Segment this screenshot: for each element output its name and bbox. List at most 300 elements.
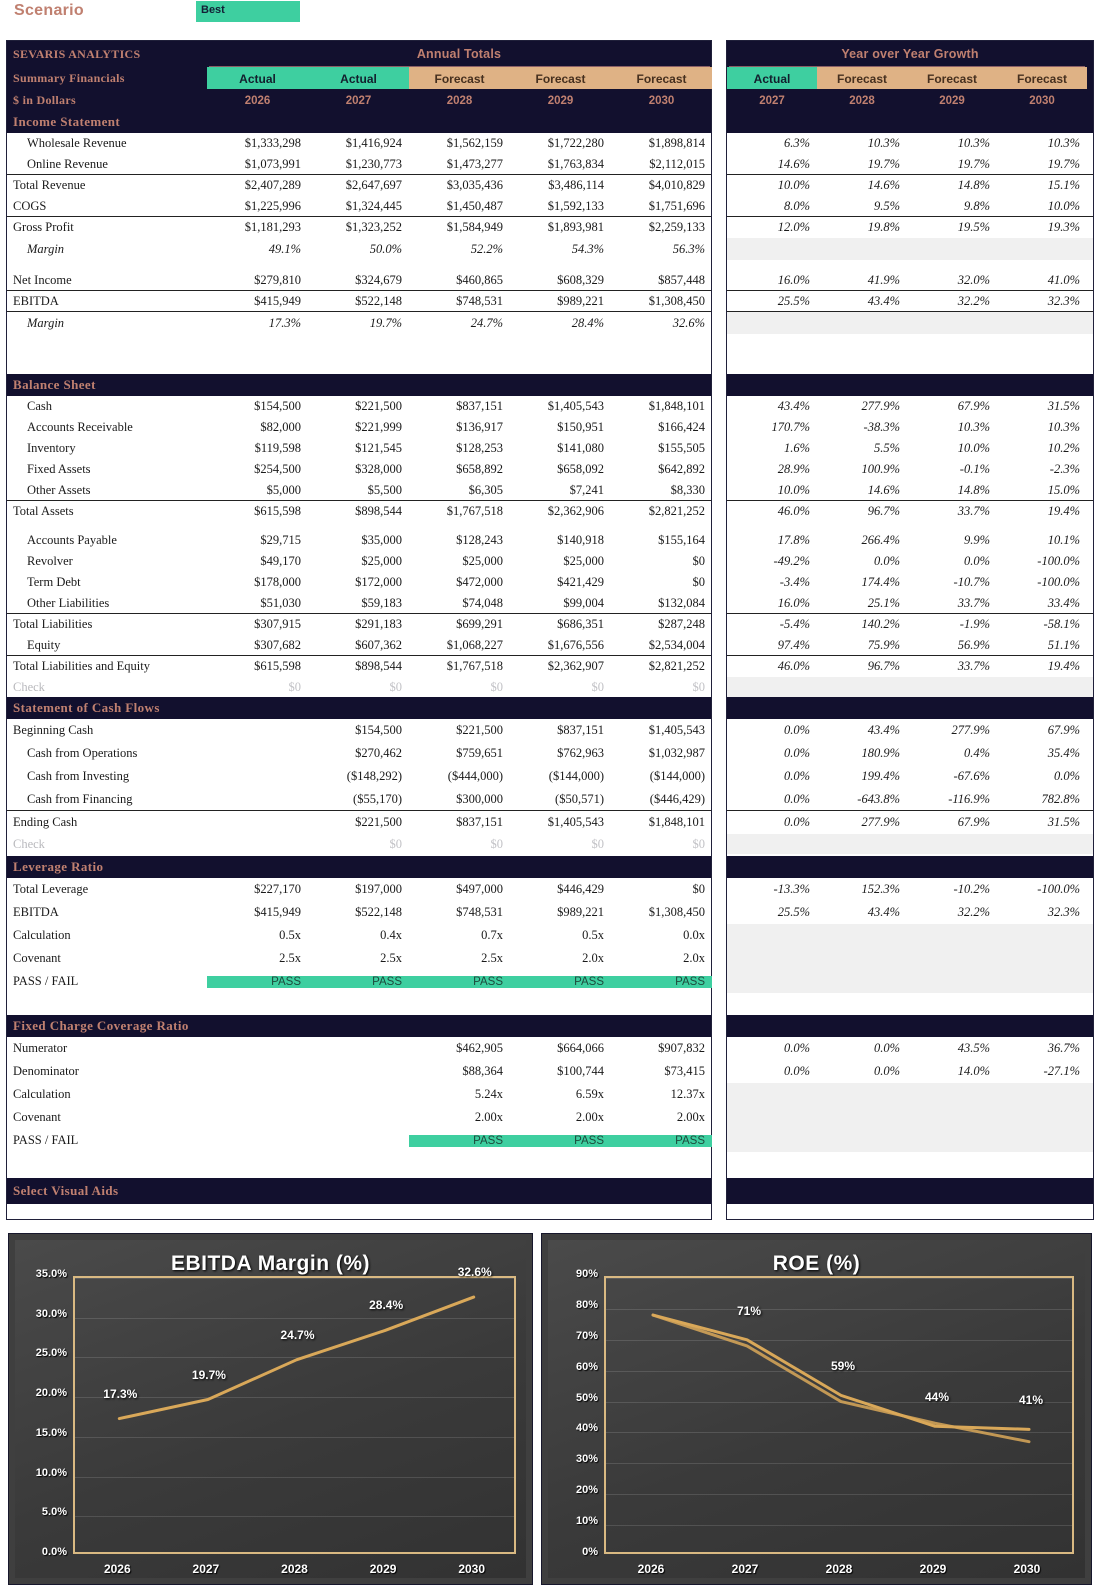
- cell-cash-financing-2027: ($55,170): [353, 791, 402, 806]
- cell-other-liabilities-2030: $132,084: [658, 595, 705, 610]
- yoy-cell-wholesale-revenue-2029: 10.3%: [957, 136, 990, 150]
- chart-y-tick: 25.0%: [35, 1347, 67, 1360]
- yoy-cell-revolver-2027: -49.2%: [773, 554, 810, 568]
- row-label-cash-investing: Cash from Investing: [27, 769, 130, 783]
- yoy-cell-inventory-2028: 5.5%: [873, 441, 900, 455]
- yoy-cell-equity-2027: 97.4%: [777, 637, 810, 652]
- yoy-cell-other-assets-2027: 10.0%: [777, 482, 810, 497]
- yoy-row-fccr-passfail: [727, 1129, 1093, 1152]
- cell-wholesale-revenue-2026: $1,333,298: [244, 136, 301, 150]
- section-title-balance-sheet: Balance Sheet: [13, 377, 96, 392]
- yoy-cell-total-liab-equity-2030: 19.4%: [1047, 659, 1080, 673]
- cell-lev-calculation-2028: 0.7x: [481, 928, 503, 942]
- yoy-cell-accounts-receivable-2029: 10.3%: [957, 420, 990, 434]
- yoy-cell-total-assets-2028: 96.7%: [867, 504, 900, 518]
- ebitda-margin-chart-canvas: [15, 1240, 526, 1578]
- cell-cash-2026: $154,500: [254, 399, 301, 413]
- yoy-row-fccr-calculation: [727, 1083, 1093, 1106]
- table-row-net-income: [7, 270, 711, 291]
- table-row-fccr-covenant: [7, 1106, 711, 1129]
- chart-y-tick: 20.0%: [35, 1387, 67, 1400]
- chart-y-tick: 90%: [575, 1268, 598, 1280]
- table-row-total-liab-equity: [7, 656, 711, 677]
- yoy-row-gross-margin: [727, 238, 1093, 260]
- cell-fccr-passfail-2028: PASS: [409, 1135, 510, 1147]
- row-label-wholesale-revenue: Wholesale Revenue: [27, 136, 127, 150]
- cell-term-debt-2030: $0: [692, 575, 705, 589]
- yoy-cell-cash-2029: 67.9%: [957, 399, 990, 413]
- cell-lev-covenant-2027: 2.5x: [380, 951, 402, 965]
- yoy-cell-total-assets-2029: 33.7%: [957, 504, 990, 518]
- chart-series-group: [75, 1278, 516, 1554]
- scenario-selector[interactable]: Best: [196, 1, 300, 22]
- table-row-cash-operations: [7, 742, 711, 765]
- ebitda-margin-chart[interactable]: [8, 1233, 533, 1585]
- yoy-cell-ending-cash-2029: 67.9%: [957, 815, 990, 829]
- units-label: $ in Dollars: [13, 92, 76, 107]
- yoy-cell-total-liabilities-2027: -5.4%: [779, 617, 810, 631]
- row-label-lev-ebitda: EBITDA: [13, 905, 59, 919]
- cell-lev-passfail-2029: PASS: [510, 976, 611, 988]
- cell-bs-check-2029: $0: [591, 679, 604, 694]
- chart-data-label: 44%: [925, 1390, 950, 1405]
- cell-inventory-2026: $119,598: [254, 441, 301, 455]
- table-row-online-revenue: [7, 154, 711, 175]
- yoy-row-total-assets: [727, 501, 1093, 522]
- right-column-year-2028: 2028: [849, 95, 875, 107]
- chart-line-series: [653, 1315, 1029, 1442]
- scenario-bar: [0, 0, 1100, 30]
- cell-online-revenue-2027: $1,230,773: [345, 156, 402, 171]
- yoy-cell-cash-2027: 43.4%: [777, 399, 810, 413]
- cell-inventory-2029: $141,080: [557, 441, 604, 455]
- row-label-inventory: Inventory: [27, 441, 76, 455]
- yoy-row-other-assets: [727, 480, 1093, 501]
- yoy-cell-beginning-cash-2028: 43.4%: [867, 723, 900, 737]
- chart-plot-area: [604, 1276, 1074, 1554]
- left-column-type-row: [7, 67, 711, 89]
- table-row-total-leverage: [7, 878, 711, 901]
- cell-revolver-2029: $25,000: [563, 554, 604, 568]
- yoy-cell-cash-financing-2029: -116.9%: [948, 791, 990, 806]
- section-header-cash-flows-yoy: [727, 697, 1093, 719]
- cell-bs-check-2026: $0: [288, 679, 301, 694]
- cell-lev-covenant-2028: 2.5x: [481, 951, 503, 965]
- cell-gross-margin-2027: 50.0%: [369, 241, 402, 256]
- yoy-row-equity: [727, 635, 1093, 656]
- cell-fccr-covenant-2029: 2.00x: [575, 1110, 604, 1124]
- row-label-term-debt: Term Debt: [27, 575, 81, 589]
- cell-cash-investing-2027: ($148,292): [346, 769, 402, 783]
- chart-x-tick: 2030: [1013, 1562, 1041, 1576]
- cell-beginning-cash-2028: $221,500: [456, 723, 503, 737]
- yoy-cell-fccr-numerator-2029: 43.5%: [957, 1041, 990, 1055]
- section-header-visual-aids-yoy: [727, 1178, 1093, 1204]
- yoy-row-inventory: [727, 438, 1093, 459]
- cell-lev-covenant-2026: 2.5x: [279, 951, 301, 965]
- chart-y-tick: 40%: [575, 1422, 598, 1435]
- left-column-type-2027: Actual: [308, 67, 409, 89]
- yoy-cell-total-liab-equity-2029: 33.7%: [957, 659, 990, 673]
- yoy-row-lev-ebitda: [727, 901, 1093, 924]
- yoy-cell-lev-ebitda-2029: 32.2%: [957, 905, 990, 919]
- cell-ebitda-2029: $989,221: [557, 293, 604, 308]
- chart-y-tick: 10%: [575, 1515, 598, 1528]
- row-label-fixed-assets: Fixed Assets: [27, 462, 91, 476]
- cell-revolver-2028: $25,000: [462, 554, 503, 568]
- row-label-lev-covenant: Covenant: [13, 951, 61, 965]
- cell-lev-passfail-2028: PASS: [409, 976, 510, 988]
- cell-cogs-2029: $1,592,133: [547, 198, 604, 213]
- cell-gross-profit-2026: $1,181,293: [244, 220, 301, 234]
- chart-y-tick: 70%: [575, 1329, 598, 1342]
- left-column-year-2027: 2027: [345, 95, 372, 107]
- cell-online-revenue-2029: $1,763,834: [547, 156, 604, 171]
- yoy-cell-ending-cash-2027: 0.0%: [783, 815, 810, 829]
- chart-y-tick: 20%: [575, 1484, 598, 1497]
- yoy-row-gross-profit: [727, 217, 1093, 238]
- row-label-bs-check: Check: [13, 679, 45, 694]
- yoy-cell-net-income-2029: 32.0%: [957, 272, 990, 287]
- cell-other-assets-2027: $5,500: [367, 482, 402, 497]
- section-header-fccr: [7, 1015, 711, 1037]
- chart-y-tick: 60%: [575, 1360, 598, 1373]
- row-label-total-assets: Total Assets: [13, 504, 74, 518]
- chart-y-tick: 30.0%: [35, 1307, 67, 1320]
- cell-total-liab-equity-2026: $615,598: [254, 659, 301, 673]
- cell-ebitda-margin-2026: 17.3%: [268, 315, 301, 330]
- yoy-cell-wholesale-revenue-2028: 10.3%: [867, 136, 900, 150]
- cell-term-debt-2027: $172,000: [355, 575, 402, 589]
- chart-data-label: 19.7%: [191, 1367, 226, 1382]
- left-column-type-2028: Forecast: [409, 67, 510, 89]
- yoy-cell-online-revenue-2029: 19.7%: [957, 156, 990, 171]
- cell-total-liabilities-2030: $287,248: [658, 617, 705, 631]
- cell-total-assets-2030: $2,821,252: [648, 504, 705, 518]
- table-row-fixed-assets: [7, 459, 711, 480]
- cell-net-income-2027: $324,679: [355, 272, 402, 287]
- row-label-accounts-receivable: Accounts Receivable: [27, 420, 133, 434]
- row-label-lev-calculation: Calculation: [13, 928, 71, 942]
- yoy-cell-cogs-2029: 9.8%: [963, 198, 990, 213]
- yoy-cell-gross-profit-2030: 19.3%: [1047, 220, 1080, 234]
- yoy-cell-cash-financing-2030: 782.8%: [1041, 791, 1080, 806]
- table-row-total-liabilities: [7, 614, 711, 635]
- cell-accounts-receivable-2030: $166,424: [658, 420, 705, 434]
- cell-fccr-passfail-2029: PASS: [510, 1135, 611, 1147]
- cell-other-liabilities-2026: $51,030: [260, 595, 301, 610]
- chart-x-tick: 2027: [731, 1562, 759, 1576]
- yoy-cell-inventory-2030: 10.2%: [1047, 441, 1080, 455]
- table-row-ebitda-margin: [7, 312, 711, 334]
- row-label-ebitda-margin: Margin: [27, 315, 65, 330]
- cell-total-leverage-2030: $0: [692, 882, 705, 896]
- yoy-row-ebitda-margin: [727, 312, 1093, 334]
- cell-total-liab-equity-2029: $2,362,907: [547, 659, 604, 673]
- cell-beginning-cash-2027: $154,500: [355, 723, 402, 737]
- yoy-row-other-liabilities: [727, 593, 1093, 614]
- yoy-cell-ebitda-2028: 43.4%: [867, 293, 900, 308]
- cell-total-revenue-2030: $4,010,829: [648, 178, 705, 192]
- cell-total-liabilities-2029: $686,351: [557, 617, 604, 631]
- right-column-type-2028: Forecast: [817, 67, 907, 89]
- cell-total-liab-equity-2030: $2,821,252: [648, 659, 705, 673]
- section-title-income-statement: Income Statement: [13, 114, 121, 129]
- yoy-cell-cogs-2030: 10.0%: [1047, 198, 1080, 213]
- right-column-year-2030: 2030: [1029, 95, 1055, 107]
- right-column-type-2027: Actual: [727, 67, 817, 89]
- cell-cash-operations-2028: $759,651: [456, 746, 503, 760]
- cell-revolver-2030: $0: [692, 554, 705, 568]
- yoy-row-fccr-covenant: [727, 1106, 1093, 1129]
- cell-gross-margin-2029: 54.3%: [571, 241, 604, 256]
- yoy-cell-cash-investing-2030: 0.0%: [1053, 769, 1080, 783]
- annual-totals-panel: [6, 40, 712, 1220]
- yoy-row-total-revenue: [727, 175, 1093, 196]
- yoy-cell-cogs-2027: 8.0%: [783, 198, 810, 213]
- cell-wholesale-revenue-2029: $1,722,280: [547, 136, 604, 150]
- cell-other-assets-2029: $7,241: [569, 482, 604, 497]
- right-column-year-2029: 2029: [939, 95, 965, 107]
- row-label-cf-check: Check: [13, 836, 45, 851]
- yoy-cell-total-revenue-2027: 10.0%: [777, 178, 810, 192]
- cell-other-assets-2030: $8,330: [670, 482, 705, 497]
- cell-online-revenue-2030: $2,112,015: [649, 156, 705, 171]
- yoy-cell-cash-financing-2028: -643.8%: [857, 791, 900, 806]
- cell-total-leverage-2029: $446,429: [557, 882, 604, 896]
- cell-wholesale-revenue-2027: $1,416,924: [345, 136, 402, 150]
- cell-total-revenue-2028: $3,035,436: [446, 178, 503, 192]
- cell-term-debt-2026: $178,000: [254, 575, 301, 589]
- yoy-cell-total-leverage-2029: -10.2%: [953, 882, 990, 896]
- cell-fixed-assets-2030: $642,892: [658, 462, 705, 476]
- cell-fixed-assets-2028: $658,892: [456, 462, 503, 476]
- left-income-statement-header: [7, 111, 711, 133]
- company-name: SEVARIS ANALYTICS: [13, 46, 141, 61]
- cell-total-liab-equity-2028: $1,767,518: [446, 659, 503, 673]
- cell-lev-calculation-2027: 0.4x: [380, 928, 402, 942]
- yoy-cell-total-revenue-2030: 15.1%: [1047, 178, 1080, 192]
- yoy-row-cash-operations: [727, 742, 1093, 765]
- table-row-lev-calculation: [7, 924, 711, 947]
- cell-equity-2027: $607,362: [355, 637, 402, 652]
- right-column-type-row: [727, 67, 1093, 89]
- yoy-cell-total-revenue-2028: 14.6%: [867, 178, 900, 192]
- cell-gross-margin-2028: 52.2%: [470, 241, 503, 256]
- chart-data-label: 17.3%: [103, 1386, 138, 1401]
- table-row-cash: [7, 396, 711, 417]
- yoy-cell-ending-cash-2028: 277.9%: [861, 815, 900, 829]
- cell-total-assets-2027: $898,544: [355, 504, 402, 518]
- left-column-year-2026: 2026: [244, 95, 271, 107]
- yoy-cell-total-leverage-2027: -13.3%: [773, 882, 810, 896]
- table-row-gross-margin: [7, 238, 711, 260]
- section-header-cash-flows: [7, 697, 711, 719]
- row-label-lev-passfail: PASS / FAIL: [13, 974, 79, 988]
- cell-total-leverage-2026: $227,170: [254, 882, 301, 896]
- yoy-cell-accounts-receivable-2028: -38.3%: [863, 420, 900, 434]
- row-label-total-revenue: Total Revenue: [13, 178, 86, 192]
- yoy-cell-fccr-denominator-2029: 14.0%: [957, 1064, 990, 1078]
- row-label-total-liab-equity: Total Liabilities and Equity: [13, 659, 150, 673]
- yoy-row-total-leverage: [727, 878, 1093, 901]
- yoy-cell-cash-investing-2029: -67.6%: [953, 769, 990, 783]
- chart-y-tick: 80%: [575, 1298, 598, 1311]
- chart-data-label: 59%: [831, 1359, 856, 1374]
- table-row-equity: [7, 635, 711, 656]
- row-label-cogs: COGS: [13, 198, 47, 213]
- yoy-cell-equity-2029: 56.9%: [957, 637, 990, 652]
- cell-cash-operations-2027: $270,462: [355, 746, 402, 760]
- cell-equity-2029: $1,676,556: [547, 637, 604, 652]
- yoy-row-bs-check: [727, 677, 1093, 697]
- cell-accounts-payable-2028: $128,243: [456, 533, 503, 547]
- row-label-cash-financing: Cash from Financing: [27, 791, 133, 806]
- cell-ending-cash-2028: $837,151: [456, 815, 503, 829]
- section-title-fccr: Fixed Charge Coverage Ratio: [13, 1018, 189, 1033]
- cell-fccr-numerator-2029: $664,066: [557, 1041, 604, 1055]
- cell-ebitda-2030: $1,308,450: [648, 293, 705, 308]
- chart-y-tick: 5.0%: [41, 1506, 67, 1519]
- cell-fccr-numerator-2030: $907,832: [658, 1041, 705, 1055]
- yoy-cell-total-leverage-2028: 152.3%: [861, 882, 900, 896]
- yoy-cell-cash-2028: 277.9%: [861, 399, 900, 413]
- yoy-cell-ebitda-2027: 25.5%: [777, 293, 810, 308]
- cell-fixed-assets-2027: $328,000: [355, 462, 402, 476]
- cell-accounts-payable-2030: $155,164: [658, 533, 705, 547]
- yoy-cell-cogs-2028: 9.5%: [873, 198, 900, 213]
- yoy-cell-cash-operations-2029: 0.4%: [963, 746, 990, 760]
- yoy-cell-total-assets-2027: 46.0%: [777, 504, 810, 518]
- cell-gross-profit-2028: $1,584,949: [446, 220, 503, 234]
- cell-ebitda-2028: $748,531: [456, 293, 503, 308]
- roe-chart[interactable]: [541, 1233, 1092, 1585]
- section-title-visual-aids: Select Visual Aids: [13, 1183, 119, 1198]
- table-row-accounts-receivable: [7, 417, 711, 438]
- yoy-cell-term-debt-2027: -3.4%: [779, 575, 810, 589]
- cell-net-income-2030: $857,448: [658, 272, 705, 287]
- yoy-cell-inventory-2029: 10.0%: [957, 441, 990, 455]
- chart-y-tick: 0.0%: [41, 1546, 67, 1558]
- row-label-revolver: Revolver: [27, 554, 73, 568]
- yoy-cell-net-income-2028: 41.9%: [867, 272, 900, 287]
- row-label-fccr-numerator: Numerator: [13, 1041, 68, 1055]
- table-row-other-assets: [7, 480, 711, 501]
- cell-wholesale-revenue-2028: $1,562,159: [446, 136, 503, 150]
- cell-bs-check-2027: $0: [389, 679, 402, 694]
- yoy-cell-term-debt-2029: -10.7%: [953, 575, 990, 589]
- chart-x-tick: 2026: [637, 1562, 665, 1576]
- cell-fccr-passfail-2030: PASS: [611, 1135, 712, 1147]
- yoy-row-revolver: [727, 551, 1093, 572]
- right-band-title: Year over Year Growth: [841, 47, 979, 61]
- yoy-cell-lev-ebitda-2027: 25.5%: [777, 905, 810, 919]
- section-header-leverage-yoy: [727, 856, 1093, 878]
- cell-cf-check-2027: $0: [389, 836, 402, 851]
- cell-accounts-receivable-2027: $221,999: [355, 420, 402, 434]
- cell-accounts-payable-2026: $29,715: [260, 533, 301, 547]
- chart-series-group: [606, 1278, 1074, 1554]
- yoy-row-fixed-assets: [727, 459, 1093, 480]
- cell-inventory-2030: $155,505: [658, 441, 705, 455]
- yoy-cell-other-liabilities-2030: 33.4%: [1047, 595, 1080, 610]
- cell-total-liabilities-2027: $291,183: [355, 617, 402, 631]
- yoy-cell-accounts-payable-2029: 9.9%: [963, 533, 990, 547]
- section-title-cash-flows: Statement of Cash Flows: [13, 700, 160, 715]
- yoy-cell-cash-financing-2027: 0.0%: [783, 791, 810, 806]
- table-row-total-assets: [7, 501, 711, 522]
- cell-other-liabilities-2027: $59,183: [361, 595, 402, 610]
- section-header-visual-aids: [7, 1178, 711, 1204]
- cell-fccr-covenant-2030: 2.00x: [676, 1110, 705, 1124]
- yoy-cell-online-revenue-2027: 14.6%: [777, 156, 810, 171]
- yoy-cell-other-liabilities-2027: 16.0%: [777, 595, 810, 610]
- cell-total-assets-2028: $1,767,518: [446, 504, 503, 518]
- yoy-row-total-liabilities: [727, 614, 1093, 635]
- yoy-cell-other-liabilities-2028: 25.1%: [867, 595, 900, 610]
- left-band-title-row: [7, 41, 711, 67]
- yoy-cell-ending-cash-2030: 31.5%: [1047, 815, 1080, 829]
- cell-cogs-2028: $1,450,487: [446, 198, 503, 213]
- cell-equity-2030: $2,534,004: [648, 637, 705, 652]
- cell-fccr-calculation-2028: 5.24x: [474, 1087, 503, 1101]
- cell-fccr-numerator-2028: $462,905: [456, 1041, 503, 1055]
- cell-total-assets-2029: $2,362,906: [547, 504, 604, 518]
- cell-total-assets-2026: $615,598: [254, 504, 301, 518]
- yoy-cell-inventory-2027: 1.6%: [783, 441, 810, 455]
- row-label-ending-cash: Ending Cash: [13, 815, 78, 829]
- yoy-cell-accounts-payable-2028: 266.4%: [861, 533, 900, 547]
- table-row-ending-cash: [7, 811, 711, 834]
- row-label-gross-margin: Margin: [27, 241, 65, 256]
- cell-cash-operations-2029: $762,963: [557, 746, 604, 760]
- table-row-cash-investing: [7, 765, 711, 788]
- yoy-cell-accounts-receivable-2027: 170.7%: [771, 420, 810, 434]
- cell-cash-financing-2028: $300,000: [456, 791, 503, 806]
- yoy-cell-other-assets-2029: 14.8%: [957, 482, 990, 497]
- cell-fccr-covenant-2028: 2.00x: [474, 1110, 503, 1124]
- yoy-cell-other-assets-2028: 14.6%: [867, 482, 900, 497]
- cell-lev-calculation-2029: 0.5x: [582, 928, 604, 942]
- row-label-gross-profit: Gross Profit: [13, 220, 74, 234]
- cell-cash-financing-2030: ($446,429): [649, 791, 705, 806]
- yoy-cell-beginning-cash-2029: 277.9%: [951, 723, 990, 737]
- yoy-row-lev-passfail: [727, 970, 1093, 993]
- cell-online-revenue-2026: $1,073,991: [244, 156, 301, 171]
- table-row-cogs: [7, 196, 711, 217]
- yoy-cell-equity-2030: 51.1%: [1047, 637, 1080, 652]
- row-label-ebitda: EBITDA: [13, 293, 59, 308]
- yoy-row-accounts-receivable: [727, 417, 1093, 438]
- cell-fccr-denominator-2029: $100,744: [557, 1064, 604, 1078]
- yoy-row-ending-cash: [727, 811, 1093, 834]
- chart-y-tick: 10.0%: [35, 1466, 67, 1479]
- table-row-term-debt: [7, 572, 711, 593]
- yoy-cell-total-leverage-2030: -100.0%: [1037, 882, 1080, 896]
- chart-data-label: 71%: [737, 1303, 762, 1318]
- yoy-cell-total-assets-2030: 19.4%: [1047, 504, 1080, 518]
- chart-y-tick: 30%: [575, 1453, 598, 1466]
- chart-x-tick: 2027: [192, 1562, 220, 1576]
- chart-y-tick: 50%: [575, 1391, 598, 1404]
- cell-ebitda-margin-2030: 32.6%: [672, 315, 705, 330]
- table-row-lev-covenant: [7, 947, 711, 970]
- yoy-cell-other-liabilities-2029: 33.7%: [957, 595, 990, 610]
- row-label-fccr-calculation: Calculation: [13, 1087, 71, 1101]
- cell-fccr-calculation-2029: 6.59x: [575, 1087, 604, 1101]
- cell-net-income-2028: $460,865: [456, 272, 503, 287]
- cell-cf-check-2030: $0: [692, 836, 705, 851]
